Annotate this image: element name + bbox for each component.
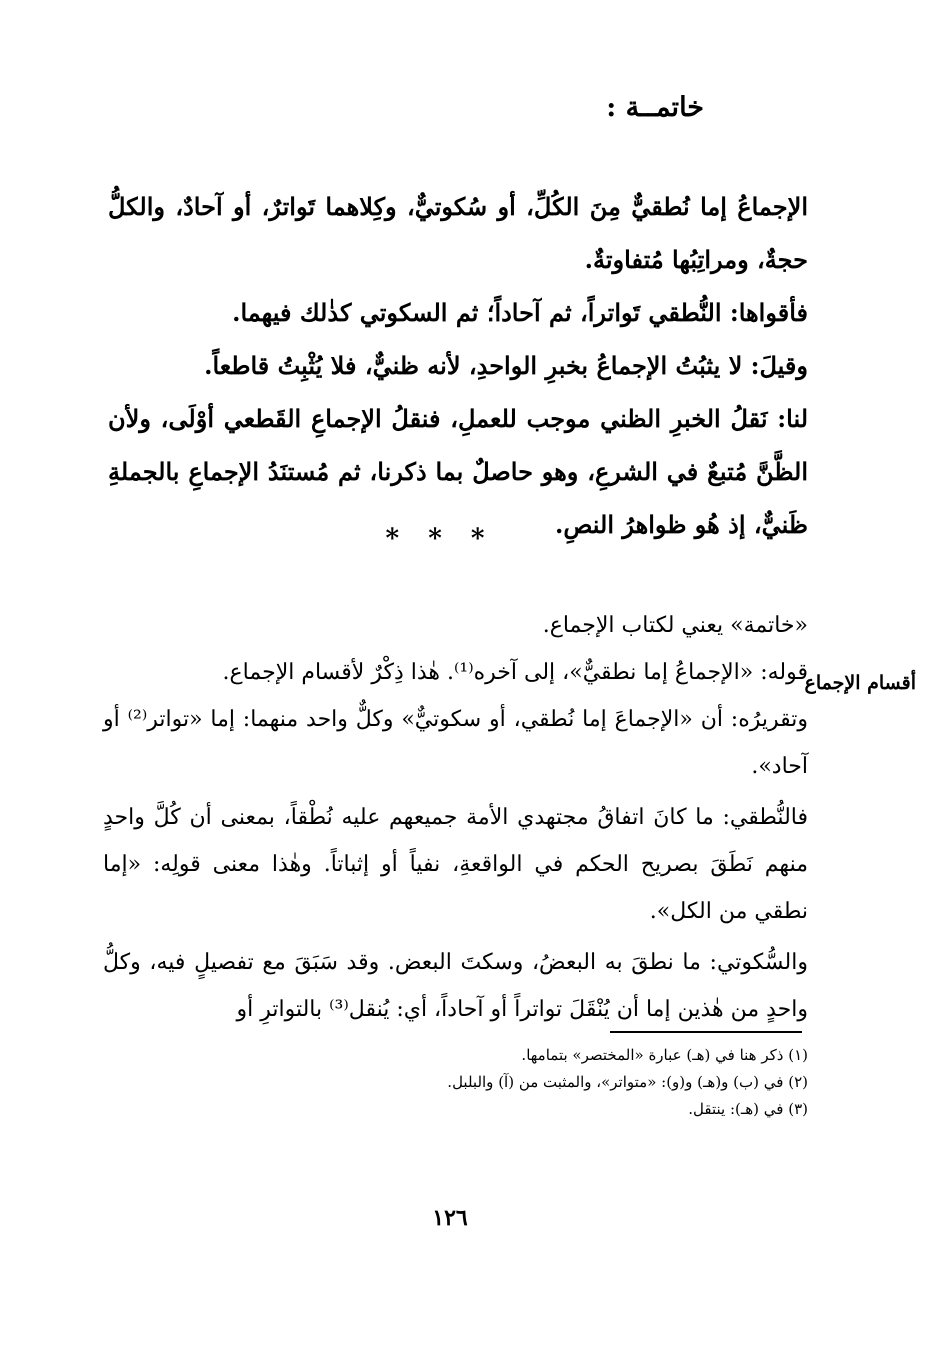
matn-text [108,180,808,551]
commentary-paragraph: وتقريرُه: أن «الإجماعَ إما نُطقي، أو سكوتيٌّ» وكلٌّ واحد منهما: إما «تواتر⁽²⁾ أو آحاد». [103,707,809,779]
footnote: (٢) في (ب) و(هـ) و(و): «متواتر»، والمثبت من (آ) والبلبل. [447,1073,808,1091]
footnote: (٣) في (هـ): ينتقل. [688,1100,808,1118]
commentary-text [103,602,808,1033]
footnote: (١) ذكر هنا في (هـ) عبارة «المختصر» بتمامها. [521,1046,808,1064]
commentary-paragraph: قوله: «الإجماعُ إما نطقيٌّ»، إلى آخره⁽¹⁾. هٰذا ذِكْرٌ لأقسام الإجماع. [222,660,808,685]
commentary-paragraph: والسُّكوتي: ما نطقَ به البعضُ، وسكتَ البعض. وقد سَبَقَ مع تفصيلٍ فيه، وكلُّ واحدٍ من هٰذين إما أن يُنْقَلَ تواتراً أو آحاداً، أي: يُنقل⁽³⁾ بالتواترِ أو [103,950,808,1022]
page-number: ١٢٦ [432,1205,468,1231]
commentary-paragraph: «خاتمة» يعني لكتاب الإجماع. [542,613,808,638]
matn-paragraph: الإجماعُ إما نُطقيٌّ مِنَ الكُلِّ، أو سُكوتيٌّ، وكِلاهما تَواترٌ، أو آحادٌ، والكلُّ حجةٌ، ومراتِبُها مُتفاوتةٌ. [108,192,808,274]
footnotes [288,1042,808,1123]
matn-paragraph: لنا: نَقلُ الخبرِ الظني موجب للعملِ، فنقلُ الإجماعِ القَطعي أوْلَى، ولأن الظَّنَّ مُتبعٌ في الشرعِ، وهو حاصلٌ بما ذكرنا، ثم مُستنَدُ الإجماعِ بالجملةِ ظَنيٌّ، إذ هُو ظواهرُ النصِ. [108,404,808,539]
matn-paragraph: وقيلَ: لا يثبُتُ الإجماعُ بخبرِ الواحدِ، لأنه ظنيٌّ، فلا يُثْبِتُ قاطعاً. [204,351,808,380]
section-separator: * * * [385,524,495,554]
footnote-rule [610,1031,802,1033]
section-heading: خاتمــة : [606,92,704,123]
commentary-paragraph: فالنُّطقي: ما كانَ اتفاقُ مجتهدي الأمة جميعهم عليه نُطْقاً، بمعنى أن كُلَّ واحدٍ منهم نَطَقَ بصريح الحكم في الواقعةِ، نفياً أو إثباتاً. وهٰذا معنى قولِه: «إما نطقي من الكل». [103,805,808,924]
matn-paragraph: فأقواها: النُّطقي تَواتراً، ثم آحاداً؛ ثم السكوتي كذٰلك فيهما. [232,298,808,327]
margin-side-note: أقسام الإجماع [804,672,916,694]
